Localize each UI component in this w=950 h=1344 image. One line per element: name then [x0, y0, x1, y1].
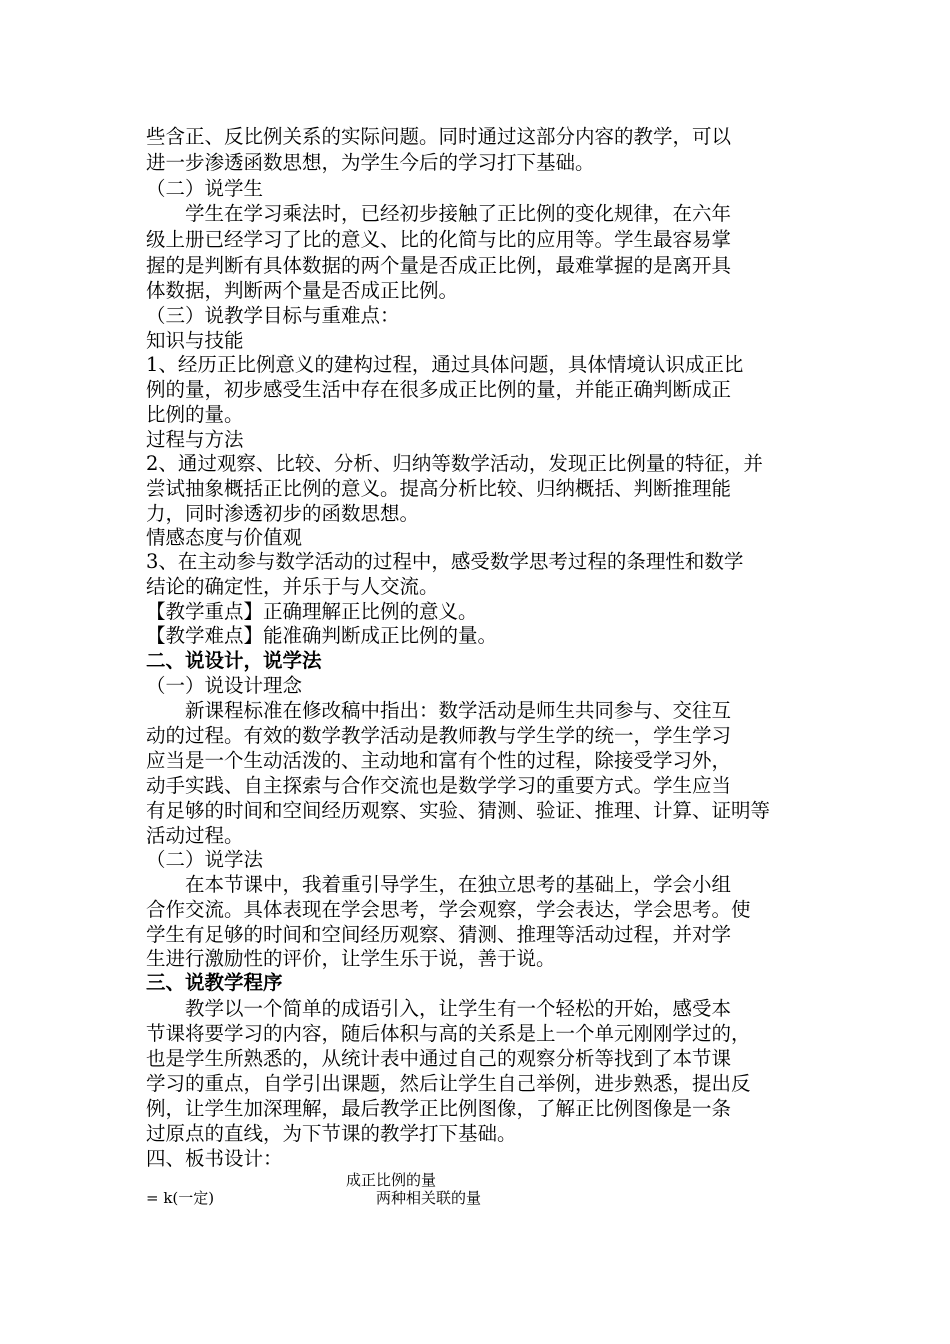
paragraph-line: 3、在主动参与数学活动的过程中，感受数学思考过程的条理性和数学	[146, 550, 744, 573]
board-formula: = k(一定)	[146, 1189, 215, 1207]
paragraph-line: 握的是判断有具体数据的两个量是否成正比例，最难掌握的是离开具	[146, 254, 732, 277]
paragraph-line: 动的过程。有效的数学教学活动是教师教与学生学的统一，学生学习	[146, 724, 732, 747]
difficulty-line: 【教学难点】能准确判断成正比例的量。	[146, 624, 498, 647]
paragraph-line: 在本节课中，我着重引导学生，在独立思考的基础上，学会小组	[146, 873, 732, 896]
paragraph-line: 教学以一个简单的成语引入，让学生有一个轻松的开始，感受本	[146, 997, 732, 1020]
paragraph-line: 合作交流。具体表现在学会思考，学会观察，学会表达，学会思考。使	[146, 898, 751, 921]
paragraph-line: 动手实践、自主探索与合作交流也是数学学习的重要方式。学生应当	[146, 774, 732, 797]
section-heading: （三）说教学目标与重难点：	[146, 304, 400, 327]
section-heading: （二）说学法	[146, 848, 264, 871]
paragraph-line: 结论的确定性，并乐于与人交流。	[146, 575, 439, 598]
paragraph-line: 例的量，初步感受生活中存在很多成正比例的量，并能正确判断成正	[146, 378, 732, 401]
paragraph-line: 1、经历正比例意义的建构过程，通过具体问题，具体情境认识成正比	[146, 353, 744, 376]
board-subtitle: 两种相关联的量	[376, 1189, 482, 1207]
paragraph-line: 学生有足够的时间和空间经历观察、猜测、推理等活动过程，并对学	[146, 923, 732, 946]
subsection-heading: 情感态度与价值观	[146, 526, 303, 549]
paragraph-line: 应当是一个生动活泼的、主动地和富有个性的过程，除接受学习外，	[146, 749, 732, 772]
section-heading: （二）说学生	[146, 177, 264, 200]
paragraph-line: 体数据，判断两个量是否成正比例。	[146, 279, 459, 302]
paragraph-line: 进一步渗透函数思想，为学生今后的学习打下基础。	[146, 151, 595, 174]
subsection-heading: 知识与技能	[146, 329, 244, 352]
paragraph-line: 比例的量。	[146, 403, 244, 426]
paragraph-line: 尝试抽象概括正比例的意义。提高分析比较、归纳概括、判断推理能	[146, 477, 732, 500]
paragraph-line: 学生在学习乘法时，已经初步接触了正比例的变化规律，在六年	[146, 202, 732, 225]
section-heading: （一）说设计理念	[146, 674, 303, 697]
paragraph-line: 有足够的时间和空间经历观察、实验、猜测、验证、推理、计算、证明等	[146, 799, 771, 822]
paragraph-line: 过原点的直线，为下节课的教学打下基础。	[146, 1122, 517, 1145]
chapter-heading: 二、说设计，说学法	[146, 649, 322, 672]
paragraph-line: 例，让学生加深理解，最后教学正比例图像，了解正比例图像是一条	[146, 1097, 732, 1120]
chapter-heading: 三、说教学程序	[146, 971, 283, 994]
subsection-heading: 过程与方法	[146, 428, 244, 451]
paragraph-line: 活动过程。	[146, 824, 244, 847]
board-title: 成正比例的量	[346, 1171, 437, 1189]
paragraph-line: 学习的重点，自学引出课题，然后让学生自己举例，进步熟悉，提出反	[146, 1072, 751, 1095]
key-point-line: 【教学重点】正确理解正比例的意义。	[146, 600, 478, 623]
paragraph-line: 也是学生所熟悉的，从统计表中通过自己的观察分析等找到了本节课	[146, 1047, 732, 1070]
paragraph-line: 些含正、反比例关系的实际问题。同时通过这部分内容的教学，可以	[146, 125, 732, 148]
paragraph-line: 级上册已经学习了比的意义、比的化简与比的应用等。学生最容易掌	[146, 228, 732, 251]
paragraph-line: 生进行激励性的评价，让学生乐于说，善于说。	[146, 947, 556, 970]
paragraph-line: 2、通过观察、比较、分析、归纳等数学活动，发现正比例量的特征，并	[146, 452, 763, 475]
paragraph-line: 力，同时渗透初步的函数思想。	[146, 502, 420, 525]
paragraph-line: 新课程标准在修改稿中指出：数学活动是师生共同参与、交往互	[146, 699, 732, 722]
chapter-heading: 四、板书设计：	[146, 1147, 283, 1170]
paragraph-line: 节课将要学习的内容，随后体积与高的关系是上一个单元刚刚学过的，	[146, 1022, 751, 1045]
